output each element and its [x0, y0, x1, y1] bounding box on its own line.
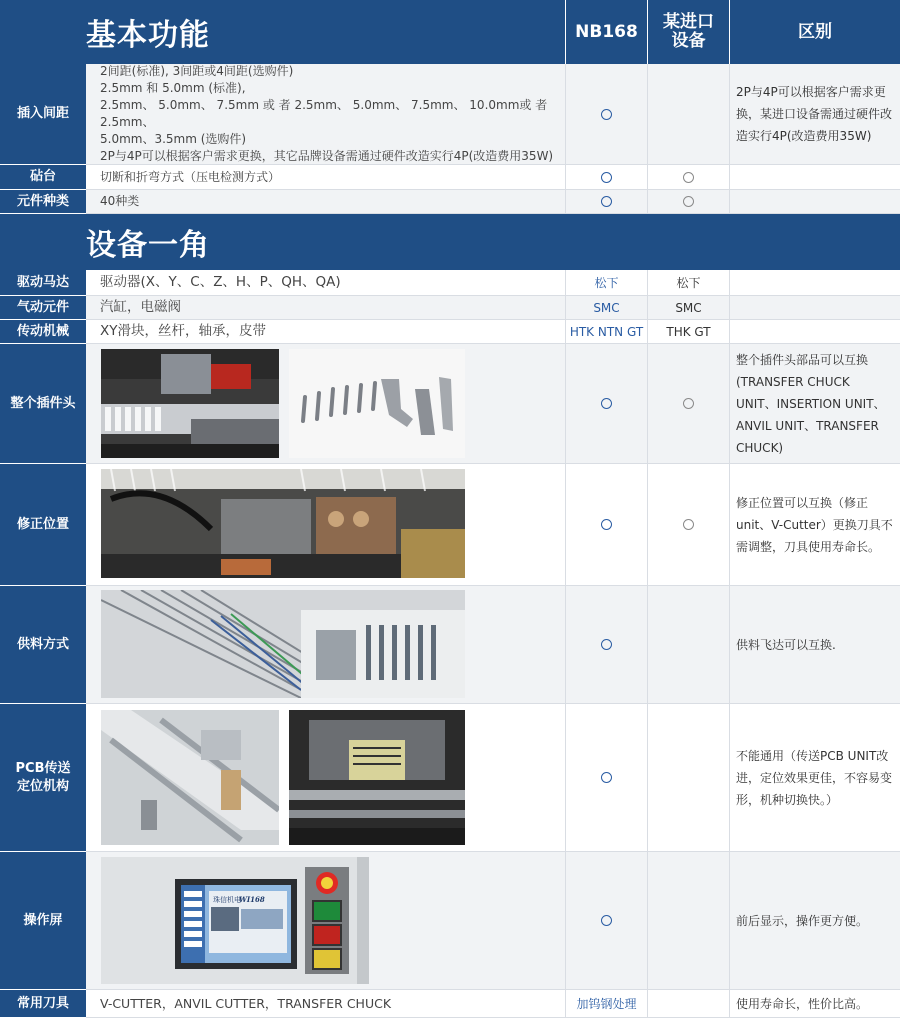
difference-note: 整个插件头部品可以互换(TRANSFER CHUCK UNIT、INSERTION UNIT、ANVIL UNIT、TRANSFER CHUCK)	[730, 344, 900, 464]
difference-note: 前后显示，操作更方便。	[730, 852, 900, 990]
circle-icon	[683, 519, 694, 530]
import-value	[648, 704, 730, 852]
circle-icon	[601, 772, 612, 783]
difference-note	[730, 320, 900, 344]
row-description: XY滑块，丝杆，轴承，皮带	[86, 320, 566, 344]
table-row	[0, 296, 900, 320]
difference-note: 供料飞达可以互换.	[730, 586, 900, 704]
table-row	[0, 64, 900, 165]
difference-note	[730, 165, 900, 190]
row-label: 元件种类	[0, 190, 86, 214]
row-description: 40种类	[86, 190, 566, 214]
col-header-import: 某进口 设备	[648, 0, 730, 64]
circle-icon	[601, 398, 612, 409]
section-header-basic	[0, 0, 900, 64]
import-value: THK GT	[648, 320, 730, 344]
circle-icon	[601, 196, 612, 207]
import-value: SMC	[648, 296, 730, 320]
table-row	[0, 270, 900, 296]
row-label: 常用刀具	[0, 990, 86, 1018]
difference-note	[730, 270, 900, 296]
table-row	[0, 320, 900, 344]
feeder-photo	[101, 590, 465, 698]
nb168-value: HTK NTN GT	[566, 320, 648, 344]
nb168-value: 松下	[566, 270, 648, 296]
difference-note: 不能通用（传送PCB UNIT改进，定位效果更佳，不容易变形，机种切换快。）	[730, 704, 900, 852]
pcb-positioning-photo	[289, 710, 465, 845]
nb168-value	[566, 64, 648, 165]
nb168-value: SMC	[566, 296, 648, 320]
nb168-value	[566, 165, 648, 190]
row-description: 驱动器(X、Y、C、Z、H、P、QH、QA)	[86, 270, 566, 296]
difference-note	[730, 190, 900, 214]
nb168-value	[566, 344, 648, 464]
pcb-conveyor-photo	[101, 710, 279, 845]
table-row	[0, 990, 900, 1018]
circle-icon	[601, 519, 612, 530]
table-row	[0, 190, 900, 214]
row-label: 修正位置	[0, 464, 86, 586]
import-value	[648, 464, 730, 586]
circle-icon	[601, 109, 612, 120]
section-title-parts: 设备一角	[86, 228, 210, 263]
row-label: 传动机械	[0, 320, 86, 344]
nb168-value	[566, 704, 648, 852]
difference-note: 2P与4P可以根据客户需求更换，某进口设备需通过硬件改造实行4P(改造费用35W)	[730, 64, 900, 165]
import-value	[648, 344, 730, 464]
screen-company-label: 珠信机电	[213, 896, 241, 904]
nb168-value: 加钨钢处理	[566, 990, 648, 1018]
row-description: V-CUTTER，ANVIL CUTTER，TRANSFER CHUCK	[86, 990, 566, 1018]
import-value	[648, 190, 730, 214]
circle-icon	[683, 196, 694, 207]
import-value	[648, 165, 730, 190]
circle-icon	[683, 398, 694, 409]
correction-unit-photo	[101, 469, 465, 578]
row-label: 驱动马达	[0, 270, 86, 296]
nb168-value	[566, 464, 648, 586]
row-label: 供料方式	[0, 586, 86, 704]
tool-parts-photo	[289, 349, 465, 458]
row-label: 操作屏	[0, 852, 86, 990]
col-header-nb168: NB168	[566, 0, 648, 64]
screen-brand-label: WI168	[239, 895, 265, 904]
circle-icon	[601, 915, 612, 926]
import-value	[648, 852, 730, 990]
circle-icon	[601, 172, 612, 183]
insertion-head-photo	[101, 349, 279, 458]
row-label: PCB传送 定位机构	[0, 704, 86, 852]
table-row	[0, 165, 900, 190]
row-description: 汽缸，电磁阀	[86, 296, 566, 320]
difference-note: 修正位置可以互换（修正unit、V-Cutter）更换刀具不需调整，刀具使用寿命长。	[730, 464, 900, 586]
nb168-value	[566, 586, 648, 704]
import-value	[648, 64, 730, 165]
row-description: 2间距(标准), 3间距或4间距(选购件) 2.5mm 和 5.0mm (标准), 2.5mm、 5.0mm、 7.5mm 或 者 2.5mm、 5.0mm、 7.5mm、 10.0mm或 者 2.5mm、 5.0mm、3.5mm (选购件) 2P与4P可以根据客户需求更换，其它品牌设备需通过硬件改造实行4P(改造费用35W)	[86, 64, 566, 165]
import-value: 松下	[648, 270, 730, 296]
import-value	[648, 990, 730, 1018]
operation-panel-photo	[101, 857, 369, 984]
nb168-value	[566, 852, 648, 990]
row-label: 砧台	[0, 165, 86, 190]
row-description: 切断和折弯方式（压电检测方式）	[86, 165, 566, 190]
col-header-difference: 区别	[798, 21, 832, 42]
section-title-basic: 基本功能	[0, 0, 566, 64]
circle-icon	[601, 639, 612, 650]
import-value	[648, 586, 730, 704]
difference-note	[730, 296, 900, 320]
section-header-parts	[0, 214, 900, 270]
row-label: 插入间距	[0, 64, 86, 165]
circle-icon	[683, 172, 694, 183]
difference-note: 使用寿命长，性价比高。	[730, 990, 900, 1018]
row-label: 整个插件头	[0, 344, 86, 464]
row-label: 气动元件	[0, 296, 86, 320]
nb168-value	[566, 190, 648, 214]
